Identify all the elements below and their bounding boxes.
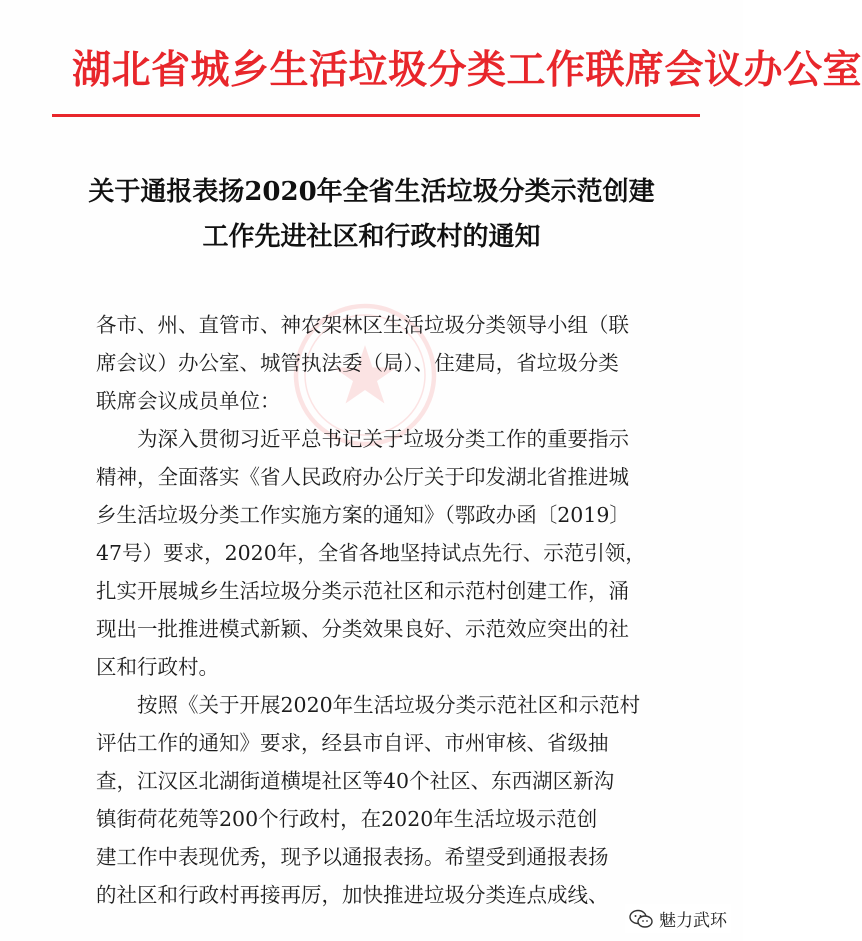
text-line: 评估工作的通知》要求，经县市自评、市州审核、省级抽 — [96, 731, 609, 755]
document-title — [40, 170, 703, 260]
text-line: 建工作中表现优秀，现予以通报表扬。希望受到通报表扬 — [96, 845, 609, 869]
text-line: 镇街荷花苑等200个行政村，在2020年生活垃圾示范创 — [96, 807, 598, 831]
text-line: 各市、州、直管市、神农架林区生活垃圾分类领导小组（联 — [96, 313, 629, 337]
text-line: 按照《关于开展2020年生活垃圾分类示范社区和示范村 — [137, 693, 641, 717]
header-red-rule — [52, 114, 700, 117]
text-line: 扎实开展城乡生活垃圾分类示范社区和示范村创建工作，涌 — [96, 579, 629, 603]
document-title-line-2: 工作先进社区和行政村的通知 — [202, 222, 541, 252]
text-line: 47号）要求，2020年，全省各地坚持试点先行、示范引领， — [96, 541, 646, 565]
source-watermark — [625, 904, 731, 933]
text-line: 现出一批推进模式新颖、分类效果良好、示范效应突出的社 — [96, 617, 629, 641]
addressee-paragraph — [96, 306, 636, 420]
watermark-label: 魅力武环 — [659, 911, 727, 931]
text-line: 联席会议成员单位： — [96, 389, 281, 413]
body-paragraph-2 — [96, 686, 641, 914]
issuing-organization-header: 湖北省城乡生活垃圾分类工作联席会议办公室 — [72, 47, 862, 93]
text-line: 为深入贯彻习近平总书记关于垃圾分类工作的重要指示 — [137, 427, 629, 451]
text-line: 的社区和行政村再接再厉，加快推进垃圾分类连点成线、 — [96, 883, 609, 907]
text-line: 精神，全面落实《省人民政府办公厅关于印发湖北省推进城 — [96, 465, 629, 489]
document-body — [96, 306, 646, 914]
document-title-line-1: 关于通报表扬2020年全省生活垃圾分类示范创建 — [88, 177, 655, 207]
wechat-icon — [629, 909, 653, 929]
text-line: 查，江汉区北湖街道横堤社区等40个社区、东西湖区新沟 — [96, 769, 615, 793]
text-line: 席会议）办公室、城管执法委（局）、住建局，省垃圾分类 — [96, 351, 619, 375]
body-paragraph-1 — [96, 420, 646, 686]
text-line: 乡生活垃圾分类工作实施方案的通知》（鄂政办函〔2019〕 — [96, 503, 630, 527]
text-line: 区和行政村。 — [96, 655, 219, 679]
